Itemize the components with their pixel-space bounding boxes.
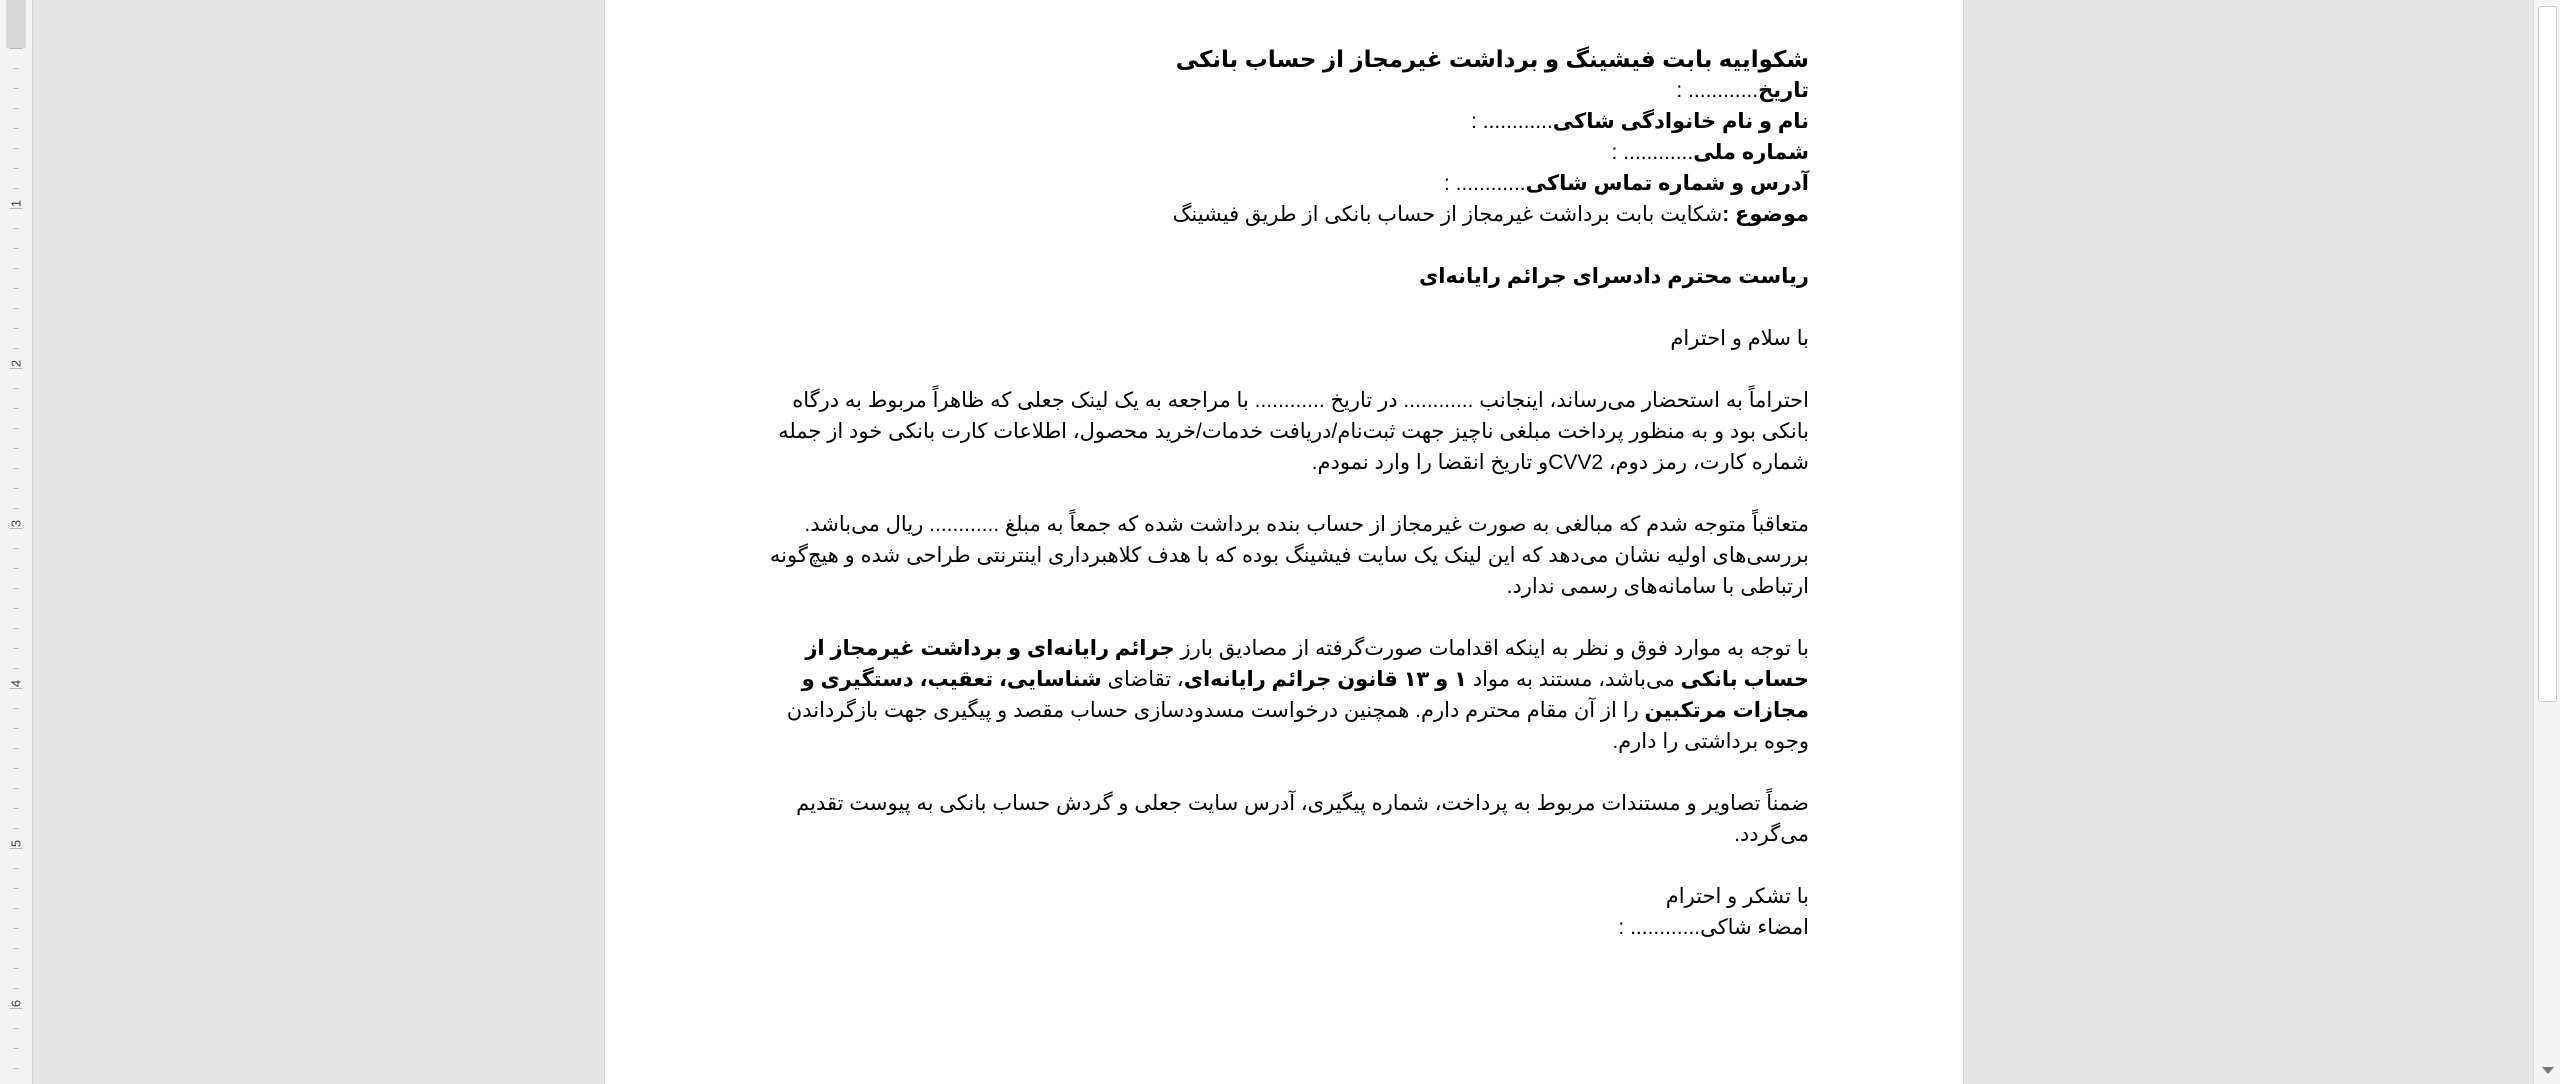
ruler-tick	[13, 868, 19, 869]
request-bold-actions: شناسایی، تعقیب، دستگیری و مجازات مرتکبین	[801, 668, 1809, 722]
ruler-tick	[13, 828, 19, 829]
paragraph-withdrawal: متعاقباً متوجه شدم که مبالغی به صورت غیرمجاز از حساب بنده برداشت شده که جمعاً به مبلغ ............ ریال می‌باشد. بررسی‌های اولیه نشان می‌دهد که این لینک یک سایت فیشینگ بوده که با هدف کلاهبرداری اینترنتی طراحی شده و هیچ‌گونه ارتباطی با سامانه‌های رسمی ندارد.	[769, 513, 1809, 598]
request-text-3: ، تقاضای	[1101, 668, 1184, 691]
ruler-tick	[13, 268, 19, 269]
field-date-value: ............ :	[1676, 79, 1759, 102]
ruler-tick	[13, 948, 19, 949]
ruler-tick	[13, 508, 19, 509]
vertical-ruler	[0, 0, 33, 1084]
ruler-tick	[13, 608, 19, 609]
field-address-label: آدرس و شماره تماس شاکی	[1525, 172, 1809, 195]
addressee: ریاست محترم دادسرای جرائم رایانه‌ای	[1418, 265, 1809, 288]
vertical-scrollbar[interactable]	[2533, 0, 2560, 1084]
closing: با تشکر و احترام	[1665, 885, 1809, 908]
ruler-tick	[13, 188, 19, 189]
ruler-tick	[13, 628, 19, 629]
ruler-tick	[13, 888, 19, 889]
ruler-tick	[13, 788, 19, 789]
ruler-top-margin	[6, 0, 26, 48]
ruler-number-2: 2	[8, 359, 24, 368]
ruler-tick	[13, 588, 19, 589]
ruler-tick	[13, 968, 19, 969]
ruler-tick	[13, 428, 19, 429]
field-name	[763, 106, 1809, 137]
ruler-number-1: 1	[8, 199, 24, 208]
signature-label: امضاء شاکی	[1700, 916, 1809, 939]
ruler-tick	[13, 128, 19, 129]
ruler-tick	[13, 728, 19, 729]
ruler-tick	[13, 228, 19, 229]
ruler-tick	[13, 548, 19, 549]
subject-label: موضوع :	[1722, 203, 1809, 226]
field-national-id	[763, 137, 1809, 168]
ruler-tick	[13, 668, 19, 669]
spacer	[763, 354, 1809, 385]
ruler-tick	[13, 288, 19, 289]
request-bold-law: ۱ و ۱۳ قانون جرائم رایانه‌ای	[1183, 668, 1467, 691]
field-name-value: ............ :	[1471, 110, 1553, 133]
request-text-2: می‌باشد، مستند به مواد	[1466, 668, 1681, 691]
ruler-tick	[13, 468, 19, 469]
subject-line	[763, 199, 1809, 230]
spacer	[763, 850, 1809, 881]
document-body[interactable]	[763, 44, 1809, 943]
ruler-tick	[13, 248, 19, 249]
ruler-tick	[13, 388, 19, 389]
spacer	[763, 292, 1809, 323]
ruler-tick	[10, 48, 22, 49]
ruler-tick	[13, 908, 19, 909]
request-bold-crimes: جرائم رایانه‌ای و برداشت غیرمجاز از حساب بانکی	[805, 637, 1809, 691]
ruler-tick	[13, 568, 19, 569]
ruler-number-5: 5	[8, 839, 24, 848]
field-national-id-label: شماره ملی	[1693, 141, 1809, 164]
ruler-tick	[13, 168, 19, 169]
ruler-tick	[13, 308, 19, 309]
spacer	[763, 478, 1809, 509]
ruler-tick	[13, 88, 19, 89]
signature-line	[763, 912, 1809, 943]
paragraph-incident: احتراماً به استحضار می‌رساند، اینجانب ............ در تاریخ ............ با مراجعه به یک لینک جعلی که ظاهراً مربوط به درگاه بانکی بود و به منظور پرداخت مبلغی ناچیز جهت ثبت‌نام/دریافت خدمات/خرید محصول، اطلاعات کارت بانکی خود از جمله شماره کارت، رمز دوم، CVV2و تاریخ انقضا را وارد نمودم.	[778, 389, 1809, 474]
ruler-number-4: 4	[8, 679, 24, 688]
ruler-tick	[13, 448, 19, 449]
document-title: شکواییه بابت فیشینگ و برداشت غیرمجاز از حساب بانکی	[1175, 46, 1809, 72]
subject-text: شکایت بابت برداشت غیرمجاز از حساب بانکی از طریق فیشینگ	[1172, 203, 1723, 226]
scroll-down-arrow-icon[interactable]	[2542, 1067, 2554, 1074]
ruler-tick	[13, 408, 19, 409]
field-date-label: تاریخ	[1758, 79, 1809, 102]
greeting: با سلام و احترام	[1670, 327, 1809, 350]
ruler-tick	[13, 748, 19, 749]
ruler-tick	[13, 928, 19, 929]
field-national-id-value: ............ :	[1611, 141, 1694, 164]
ruler-tick	[13, 708, 19, 709]
ruler-number-3: 3	[8, 519, 24, 528]
paragraph-attachments: ضمناً تصاویر و مستندات مربوط به پرداخت، شماره پیگیری، آدرس سایت جعلی و گردش حساب بانکی به پیوست تقدیم می‌گردد.	[796, 792, 1809, 846]
ruler-tick	[13, 1068, 19, 1069]
document-page[interactable]	[604, 0, 1964, 1084]
ruler-tick	[13, 148, 19, 149]
field-name-label: نام و نام خانوادگی شاکی	[1552, 110, 1809, 133]
spacer	[763, 602, 1809, 633]
ruler-number-6: 6	[8, 999, 24, 1008]
field-address	[763, 168, 1809, 199]
scrollbar-thumb[interactable]	[2538, 6, 2557, 702]
signature-value: ............ :	[1618, 916, 1701, 939]
ruler-tick	[13, 808, 19, 809]
spacer	[763, 230, 1809, 261]
ruler-tick	[13, 1048, 19, 1049]
request-text-4: را از آن مقام محترم دارم. همچنین درخواست مسدودسازی حساب مقصد و پیگیری جهت بازگرداندن وجوه برداشتی را دارم.	[786, 699, 1809, 753]
ruler-tick	[13, 1028, 19, 1029]
request-text-1: با توجه به موارد فوق و نظر به اینکه اقدامات صورت‌گرفته از مصادیق بارز	[1174, 637, 1809, 660]
field-address-value: ............ :	[1443, 172, 1526, 195]
ruler-tick	[13, 768, 19, 769]
ruler-tick	[13, 328, 19, 329]
ruler-tick	[13, 68, 19, 69]
ruler-tick	[13, 348, 19, 349]
ruler-tick	[13, 988, 19, 989]
paragraph-request	[763, 633, 1809, 757]
field-date	[763, 75, 1809, 106]
ruler-tick	[13, 108, 19, 109]
spacer	[763, 757, 1809, 788]
ruler-tick	[13, 648, 19, 649]
ruler-tick	[13, 488, 19, 489]
